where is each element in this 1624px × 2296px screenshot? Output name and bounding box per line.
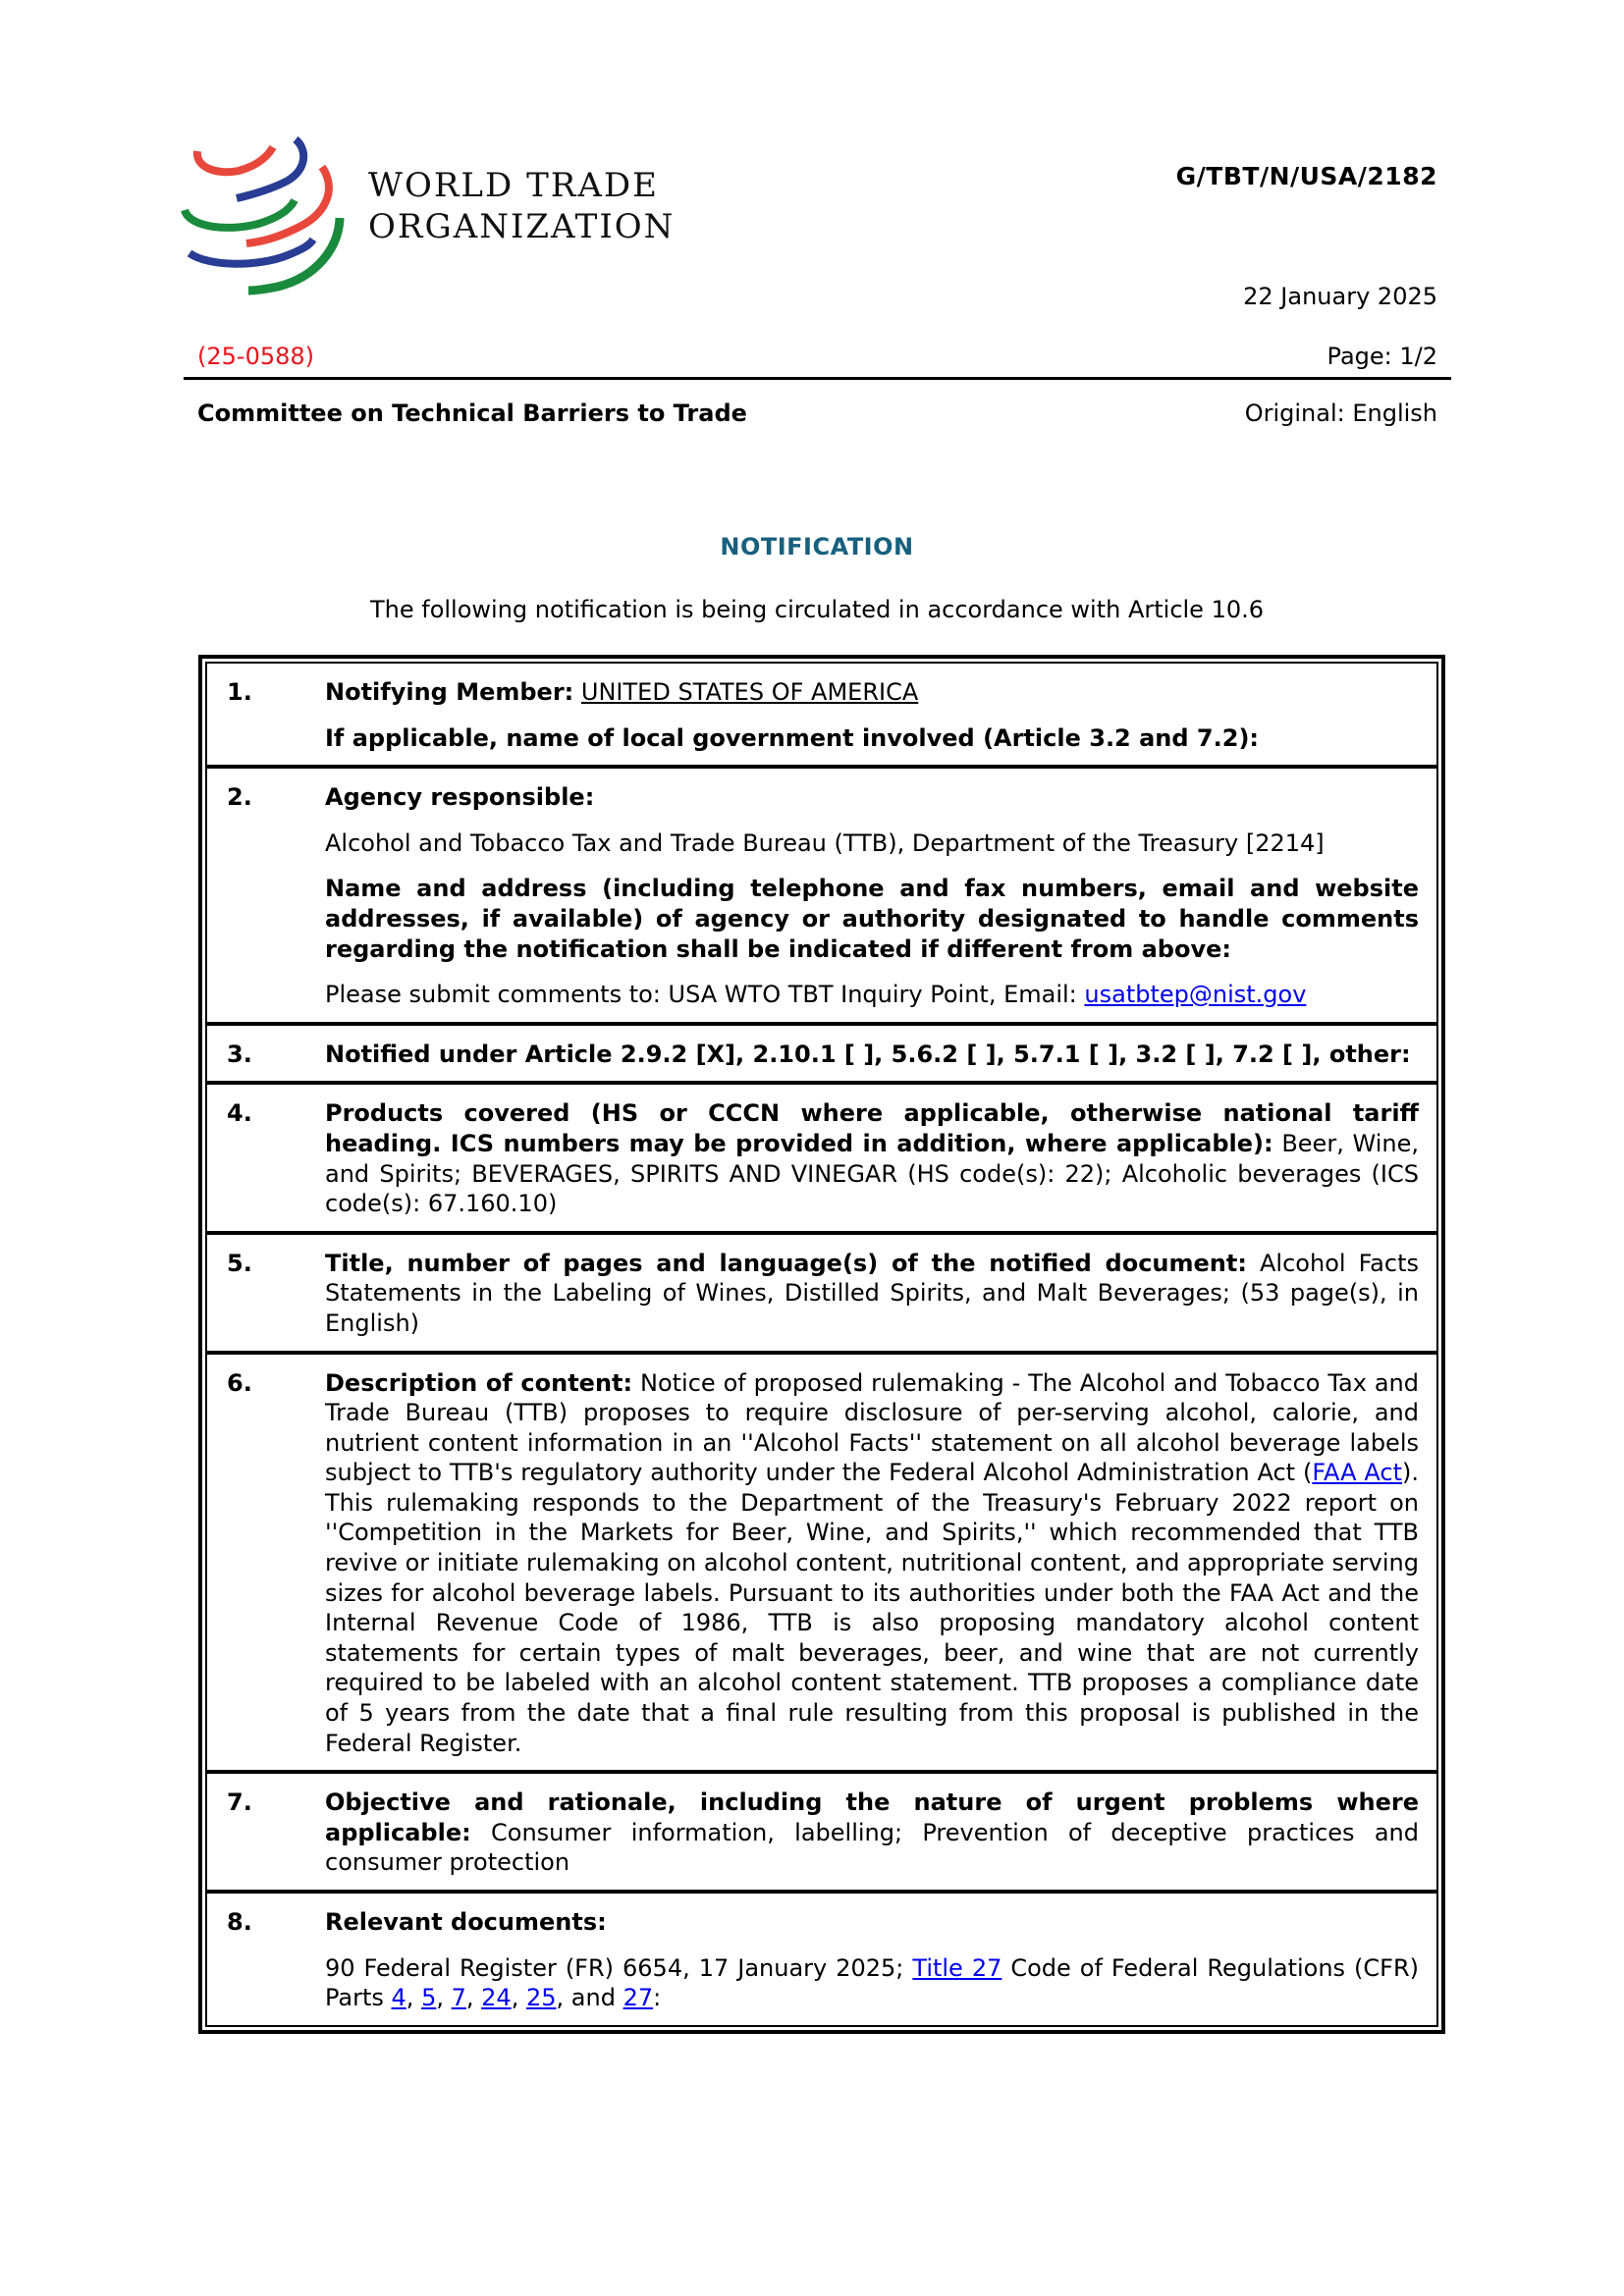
relevant-documents-text-b: Code of Federal Regulations (CFR) Parts [325,1953,1420,2012]
description-text-b: ). This rulemaking responds to the Department of the Treasury's February 2022 report on ''Competition in the Markets for Beer, Wine, and Spirits,'' which recommended that TTB revive or initiate rulemaking on alcohol content, nutritional content, and appropriate serving sizes for alcohol beverage labels. Pursuant to its authorities under both the FAA Act and the Internal Revenue Code of 1986, TTB is also proposing mandatory alcohol content statements for certain types of malt beverages, beer, and wine that are not currently required to be labeled with an alcohol content statement. TTB proposes a compliance date of 5 years from the date that a final rule resulting from this proposal is published in the Federal Register. [325,1459,1419,1757]
cfr-part-4-link[interactable]: 4 [391,1984,406,2012]
agency-value: Alcohol and Tobacco Tax and Trade Bureau (TTB), Department of the Treasury [2214] [325,828,1325,857]
item-number: 8. [227,1908,252,1936]
faa-act-link[interactable]: FAA Act [1312,1459,1402,1487]
original-language: Original: English [1244,400,1437,427]
item-2-row [207,765,1436,1022]
item-number: 5. [227,1249,252,1277]
item-number: 3. [227,1040,252,1068]
relevant-documents-label: Relevant documents: [325,1908,607,1936]
description-label: Description of content: [325,1368,633,1397]
separator: , [406,1984,422,2012]
item-number: 6. [227,1368,252,1397]
committee-name: Committee on Technical Barriers to Trade [197,400,747,427]
item-4-row [207,1081,1436,1230]
item-7-row [207,1770,1436,1890]
title-27-link[interactable]: Title 27 [912,1953,1002,1982]
item-6-row [207,1351,1436,1771]
item-number: 2. [227,783,252,812]
objective-value: Consumer information, labelling; Prevention of deceptive practices and consumer protection [325,1818,1419,1877]
item-1-row [207,664,1436,765]
document-title-value: Alcohol Facts Statements in the Labeling of Wines, Distilled Spirits, and Malt Beverages; (53 page(s), in English) [325,1249,1420,1337]
cfr-part-7-link[interactable]: 7 [451,1984,466,2012]
separator: , [465,1984,482,2012]
local-government-label: If applicable, name of local government involved (Article 3.2 and 7.2): [325,723,1260,752]
cfr-part-24-link[interactable]: 24 [481,1984,512,2012]
notification-subtitle: The following notification is being circulated in accordance with Article 10.6 [369,596,1265,623]
wordmark-line-1: WORLD TRADE [368,166,659,205]
notification-table [198,655,1445,2034]
item-8-row [207,1890,1436,2025]
description-text-a: Notice of proposed rulemaking - The Alcohol and Tobacco Tax and Trade Bureau (TTB) proposes to require disclosure of per-serving alcohol, calorie, and nutrient content information in an ''Alcohol Facts'' statement on all alcohol beverage labels subject to TTB's regulatory authority under the Federal Alcohol Administration Act ( [325,1368,1420,1487]
wto-logo [180,130,710,296]
contact-label: Name and address (including telephone and fax numbers, email and website addresses, if available) of agency or authority designated to handle comments regarding the notification shall be indicated if different from above: [325,875,1419,963]
notified-under-label: Notified under Article 2.9.2 [X], 2.10.1 [ ], 5.6.2 [ ], 5.7.1 [ ], 3.2 [ ], 7.2 [ ], other: [325,1040,1411,1068]
document-symbol: G/TBT/N/USA/2182 [1175,162,1437,190]
notifying-member-value: UNITED STATES OF AMERICA [580,678,919,706]
item-number: 4. [227,1099,252,1128]
relevant-documents-text-a: 90 Federal Register (FR) 6654, 17 January 2025; [325,1953,913,1982]
cfr-part-25-link[interactable]: 25 [525,1984,557,2012]
separator: : [653,1984,662,2012]
contact-email-link[interactable]: usatbtep@nist.gov [1084,981,1307,1009]
wordmark-line-2: ORGANIZATION [368,207,676,246]
document-title-label: Title, number of pages and language(s) of the notified document: [325,1249,1247,1277]
separator: , and [556,1984,623,2012]
item-5-row [207,1231,1436,1351]
cfr-part-5-link[interactable]: 5 [421,1984,437,2012]
agency-label: Agency responsible: [325,783,595,812]
document-number: (25-0588) [197,343,315,370]
cfr-part-27-link[interactable]: 27 [623,1984,654,2012]
separator: , [436,1984,452,2012]
item-number: 1. [227,678,252,706]
wto-globe-icon [180,130,366,296]
contact-text: Please submit comments to: USA WTO TBT Inquiry Point, Email: [325,981,1085,1009]
notifying-member-label: Notifying Member: [325,678,574,706]
objective-label: Objective and rationale, including the nature of urgent problems where applicable: [325,1789,1419,1846]
products-covered-label: Products covered (HS or CCCN where applicable, otherwise national tariff heading. ICS numbers may be provided in addition, where applicable): [325,1099,1419,1157]
notification-title: NOTIFICATION [720,533,914,561]
header-divider [184,377,1451,380]
products-covered-value: Beer, Wine, and Spirits; BEVERAGES, SPIRITS AND VINEGAR (HS code(s): 22); Alcoholic beverages (ICS code(s): 67.160.10) [325,1129,1419,1218]
document-date: 22 January 2025 [1243,283,1437,310]
page-number: Page: 1/2 [1326,343,1437,370]
item-number: 7. [227,1789,252,1817]
wto-wordmark [368,165,675,247]
separator: , [511,1984,526,2012]
item-3-row [207,1022,1436,1082]
